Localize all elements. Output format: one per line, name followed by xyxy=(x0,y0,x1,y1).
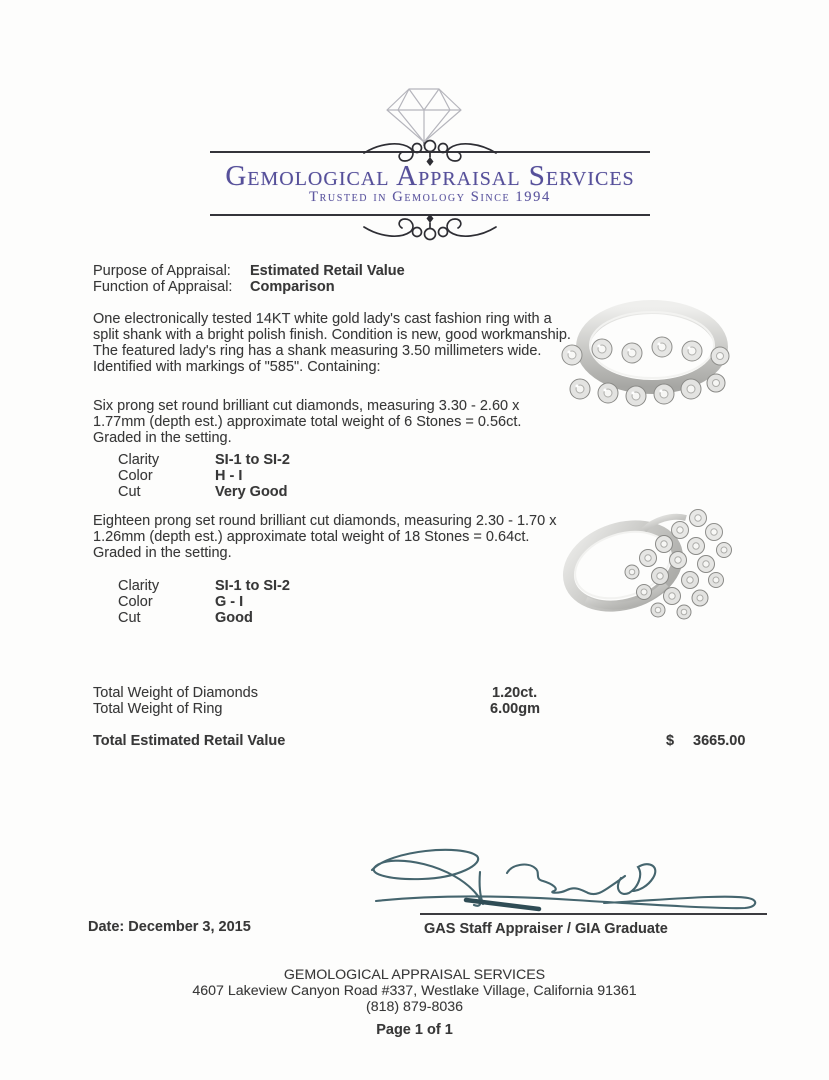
grades1-color-row xyxy=(118,468,242,484)
grade-value: Very Good xyxy=(215,484,288,500)
ring-photo-2 xyxy=(548,502,750,624)
grade-value: Good xyxy=(215,610,253,626)
signature-line xyxy=(420,913,767,915)
appraisal-date: Date: December 3, 2015 xyxy=(88,919,251,935)
total-weight-diamonds-value: 1.20ct. xyxy=(492,685,538,701)
grade-value: SI-1 to SI-2 xyxy=(215,578,290,594)
footer-company: GEMOLOGICAL APPRAISAL SERVICES xyxy=(283,967,546,983)
stones2-description: Eighteen prong set round brilliant cut diamonds, measuring 2.30 - 1.70 x 1.26mm (depth est.) approximate total weight of 18 Stones = 0.64ct. Graded in the setting. xyxy=(93,513,557,561)
grade-value: H - I xyxy=(215,468,243,484)
footer-phone: (818) 879-8036 xyxy=(365,999,464,1015)
appraiser-signature xyxy=(362,838,770,920)
page-number: Page 1 of 1 xyxy=(376,1022,453,1038)
grades2-cut-row xyxy=(118,610,253,626)
total-retail-amount: 3665.00 xyxy=(693,733,746,749)
grade-label: Color xyxy=(118,594,153,610)
company-title: Gemological Appraisal Services xyxy=(225,160,635,192)
grade-label: Clarity xyxy=(118,578,160,594)
total-weight-ring-value: 6.00gm xyxy=(490,701,540,717)
function-value: Comparison xyxy=(250,279,335,295)
grades1-clarity-row xyxy=(118,452,290,468)
purpose-label: Purpose of Appraisal: xyxy=(93,263,231,279)
company-tagline: Trusted in Gemology Since 1994 xyxy=(309,189,551,205)
stones1-description: Six prong set round brilliant cut diamonds, measuring 3.30 - 2.60 x 1.77mm (depth est.) approximate total weight of 6 Stones = 0.56ct. Graded in the setting. xyxy=(93,398,522,446)
purpose-value: Estimated Retail Value xyxy=(250,263,405,279)
grades2-color-row xyxy=(118,594,243,610)
total-weight-diamonds-label: Total Weight of Diamonds xyxy=(93,685,258,701)
signer-title: GAS Staff Appraiser / GIA Graduate xyxy=(424,921,668,937)
grade-label: Color xyxy=(118,468,153,484)
grade-value: SI-1 to SI-2 xyxy=(215,452,290,468)
ring-photo-1 xyxy=(556,297,748,415)
grade-value: G - I xyxy=(215,594,244,610)
total-retail-currency: $ xyxy=(666,733,675,749)
grade-label: Clarity xyxy=(118,452,160,468)
total-weight-ring-label: Total Weight of Ring xyxy=(93,701,223,717)
signature-heavy-stroke xyxy=(466,900,539,909)
footer-address: 4607 Lakeview Canyon Road #337, Westlake Village, California 91361 xyxy=(192,983,637,999)
scroll-flourish-icon xyxy=(360,213,500,241)
grades1-cut-row xyxy=(118,484,288,500)
total-retail-label: Total Estimated Retail Value xyxy=(93,733,286,749)
grades2-clarity-row xyxy=(118,578,290,594)
grade-label: Cut xyxy=(118,484,141,500)
diamond-outline-icon xyxy=(382,84,466,146)
item-description: One electronically tested 14KT white gold lady's cast fashion ring with a split shank with a bright polish finish. Condition is new, good workmanship. The featured lady's ring has a shank measuring 3.50 millimeters wide. Identified with markings of "585". Containing: xyxy=(93,311,571,375)
grade-label: Cut xyxy=(118,610,141,626)
function-label: Function of Appraisal: xyxy=(93,279,233,295)
